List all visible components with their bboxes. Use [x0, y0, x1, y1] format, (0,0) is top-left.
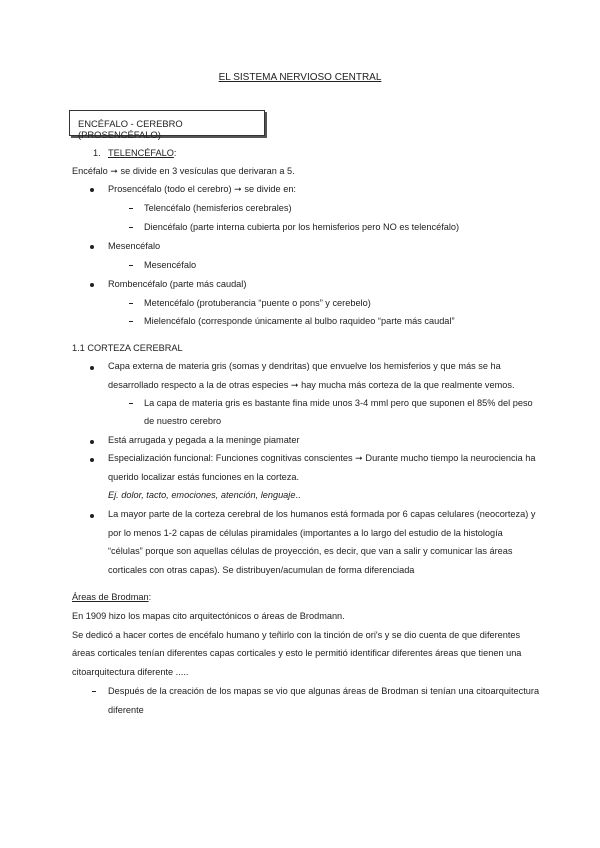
page-title: EL SISTEMA NERVIOSO CENTRAL	[218, 72, 382, 83]
section-number: 1.	[93, 148, 101, 158]
dash-icon	[129, 208, 133, 209]
brodman-heading: Áreas de Brodman	[72, 592, 149, 602]
sub-list-item: Diencéfalo (parte interna cubierta por los hemisferios pero NO es telencéfalo)	[144, 222, 460, 232]
sub-list-item: de nuestro cerebro	[144, 416, 222, 426]
telencefalo-heading: TELENCÉFALO	[108, 148, 174, 158]
paragraph-line: La mayor parte de la corteza cerebral de los humanos está formada por 6 capas celulares (neocorteza) y	[108, 509, 536, 519]
paragraph-line: citoarquitectura diferente .....	[72, 667, 189, 677]
paragraph-line: corticales con otras capas). Se distribuyen/acumulan de forma diferenciada	[108, 565, 415, 575]
sub-list-item: Telencéfalo (hemisferios cerebrales)	[144, 203, 292, 213]
section-heading: 1.1 CORTEZA CEREBRAL	[72, 343, 183, 353]
bullet-icon	[90, 366, 94, 370]
ellipsis-text: ..	[295, 490, 301, 500]
sub-list-item: diferente	[108, 705, 144, 715]
paragraph-line: áreas corticales tenían diferentes capas corticales y esto le permitió identificar diferentes áreas que tienen una	[72, 648, 522, 658]
bullet-icon	[90, 245, 94, 249]
list-item: Está arrugada y pegada a la meninge piamater	[108, 435, 300, 445]
boxed-heading	[69, 110, 265, 140]
boxed-heading-text: ENCÉFALO - CEREBRO (PROSENCÉFALO)	[78, 118, 183, 140]
list-item: Prosencéfalo (todo el cerebro) ➞ se divide en:	[108, 184, 296, 194]
paragraph-line: Especialización funcional: Funciones cognitivas conscientes ➞ Durante mucho tiempo la neurociencia ha	[108, 453, 536, 463]
heading-colon: :	[173, 148, 177, 158]
paragraph-line: “células” porque son aquellas células de proyección, es decir, que van a salir y comunicar las áreas	[108, 546, 513, 556]
dash-icon	[129, 403, 133, 404]
paragraph-line: Se dedicó a hacer cortes de encéfalo humano y teñirlo con la tinción de ori's y se dio cuenta de que diferentes	[72, 630, 521, 640]
list-item: Mesencéfalo	[108, 241, 161, 251]
dash-icon	[129, 303, 133, 304]
paragraph-line: querido localizar estás funciones en la corteza.	[108, 472, 300, 482]
sub-list-item: Después de la creación de los mapas se vio que algunas áreas de Brodman si tenían una citoarquitectura	[108, 686, 540, 696]
paragraph-line: por lo menos 1-2 capas de células piramidales (importantes a lo largo del estudio de la histología	[108, 528, 503, 538]
sub-list-item: Metencéfalo (protuberancia “puente o pons” y cerebelo)	[144, 298, 371, 308]
sub-list-item: Mielencéfalo (corresponde únicamente al bulbo raquideo “parte más caudal”	[144, 316, 455, 326]
dash-icon	[129, 265, 133, 266]
section-heading	[72, 592, 151, 602]
bullet-icon	[90, 458, 94, 462]
bullet-icon	[90, 514, 94, 518]
example-text: Ej. dolor, tacto, emociones, atención, lenguaje	[108, 490, 296, 500]
heading-colon: :	[148, 592, 152, 602]
paragraph-line: Capa externa de materia gris (somas y dendritas) que envuelve los hemisferios y que más se ha	[108, 361, 501, 371]
dash-icon	[129, 321, 133, 322]
paragraph-line	[108, 490, 301, 500]
paragraph-line: En 1909 hizo los mapas cito arquitectónicos o áreas de Brodmann.	[72, 611, 345, 621]
dash-icon	[92, 691, 96, 692]
bullet-icon	[90, 440, 94, 444]
sub-list-item: Mesencéfalo	[144, 260, 197, 270]
bullet-icon	[90, 283, 94, 287]
bullet-icon	[90, 188, 94, 192]
section-heading	[108, 148, 176, 158]
paragraph-line: desarrollado respecto a la de otras especies ➞ hay mucha más corteza de la que realmente vemos.	[108, 380, 515, 390]
sub-list-item: La capa de materia gris es bastante fina mide unos 3-4 mml pero que suponen el 85% del peso	[144, 398, 533, 408]
intro-line: Encéfalo ➞ se divide en 3 vesículas que derivaran a 5.	[72, 166, 295, 176]
list-item: Rombencéfalo (parte más caudal)	[108, 279, 247, 289]
dash-icon	[129, 227, 133, 228]
